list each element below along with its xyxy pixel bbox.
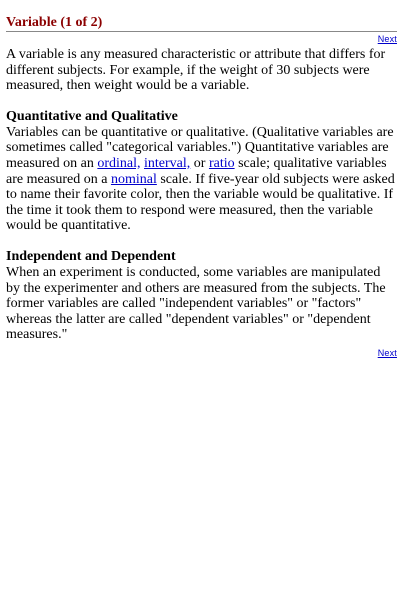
intro-block — [6, 47, 397, 94]
page-title: Variable (1 of 2) — [6, 15, 103, 30]
independent-dependent-section — [6, 249, 397, 343]
intro-paragraph: A variable is any measured characteristic or attribute that differs for different subjects. For example, if the weight of 30 subjects were measured, then weight would be a variable. — [6, 47, 386, 94]
page-header — [6, 14, 397, 44]
bottom-nav — [6, 345, 397, 362]
ordinal-link[interactable]: ordinal, — [97, 155, 141, 171]
top-nav — [6, 31, 397, 44]
quant-text-3: scale. If five-year old subjects were asked to name their favorite color, then the variable would be qualitative. If the time it took them to respond were measured, then the variable would be quantitative. — [6, 171, 395, 234]
quant-heading: Quantitative and Qualitative — [6, 108, 178, 124]
indep-heading: Independent and Dependent — [6, 248, 176, 264]
quant-sep-2: or — [190, 155, 209, 171]
next-link-bottom[interactable]: Next — [377, 347, 397, 358]
quantitative-qualitative-section — [6, 109, 397, 234]
nominal-link[interactable]: nominal — [110, 171, 157, 187]
quant-paragraph — [6, 125, 397, 234]
ratio-link[interactable]: ratio — [208, 155, 235, 171]
indep-paragraph: When an experiment is conducted, some variables are manipulated by the experimenter and others are measured from the subjects. The former variables are called "independent variables" or "factors" whereas the latter are called "dependent variables" or "dependent measures." — [6, 264, 386, 343]
quant-text-1: Variables can be quantitative or qualitative. (Qualitative variables are sometimes called "categorical variables.") Quantitative variables are measured on an — [6, 124, 394, 171]
interval-link[interactable]: interval, — [144, 155, 191, 171]
quant-text-2: scale; qualitative variables are measured on a — [6, 155, 387, 187]
next-link-top[interactable]: Next — [377, 34, 397, 44]
